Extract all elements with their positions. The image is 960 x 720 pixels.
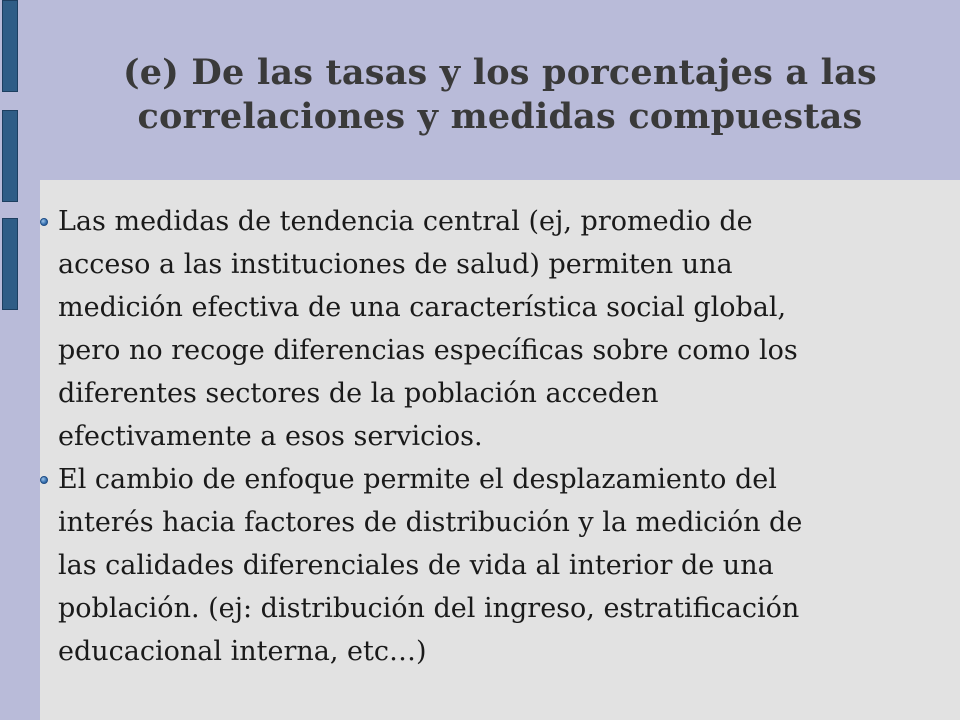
bullet-icon [40,476,48,484]
bullet-text-1 [58,200,920,458]
title-area [60,30,940,160]
bullet-icon [40,218,48,226]
bullet-1-line-4: pero no recoge diferencias específicas sobre como los [58,335,798,366]
bullet-1-line-6: efectivamente a esos servicios. [58,421,483,452]
bullet-1-line-1: Las medidas de tendencia central (ej, promedio de [58,206,753,237]
bullet-1-line-5: diferentes sectores de la población acceden [58,378,659,409]
content-panel [40,180,960,720]
bullet-1-line-3: medición efectiva de una característica social global, [58,292,787,323]
bullet-item-1 [58,200,920,458]
slide-title [123,51,877,139]
decorative-bar-1 [2,0,18,92]
bullet-2-line-3: las calidades diferenciales de vida al interior de una [58,550,774,581]
bullet-2-line-4: población. (ej: distribución del ingreso, estratificación [58,593,800,624]
bullet-list [40,180,960,673]
decorative-bar-2 [2,110,18,202]
slide-title-line-2: correlaciones y medidas compuestas [137,96,863,137]
bullet-1-line-2: acceso a las instituciones de salud) permiten una [58,249,733,280]
decorative-bar-3 [2,218,18,310]
slide-title-line-1: (e) De las tasas y los porcentajes a las [123,52,877,93]
bullet-text-2 [58,458,920,673]
left-decoration-strip [0,0,42,720]
bullet-2-line-1: El cambio de enfoque permite el desplazamiento del [58,464,777,495]
bullet-item-2 [58,458,920,673]
bullet-2-line-5: educacional interna, etc…) [58,636,427,667]
bullet-2-line-2: interés hacia factores de distribución y la medición de [58,507,803,538]
